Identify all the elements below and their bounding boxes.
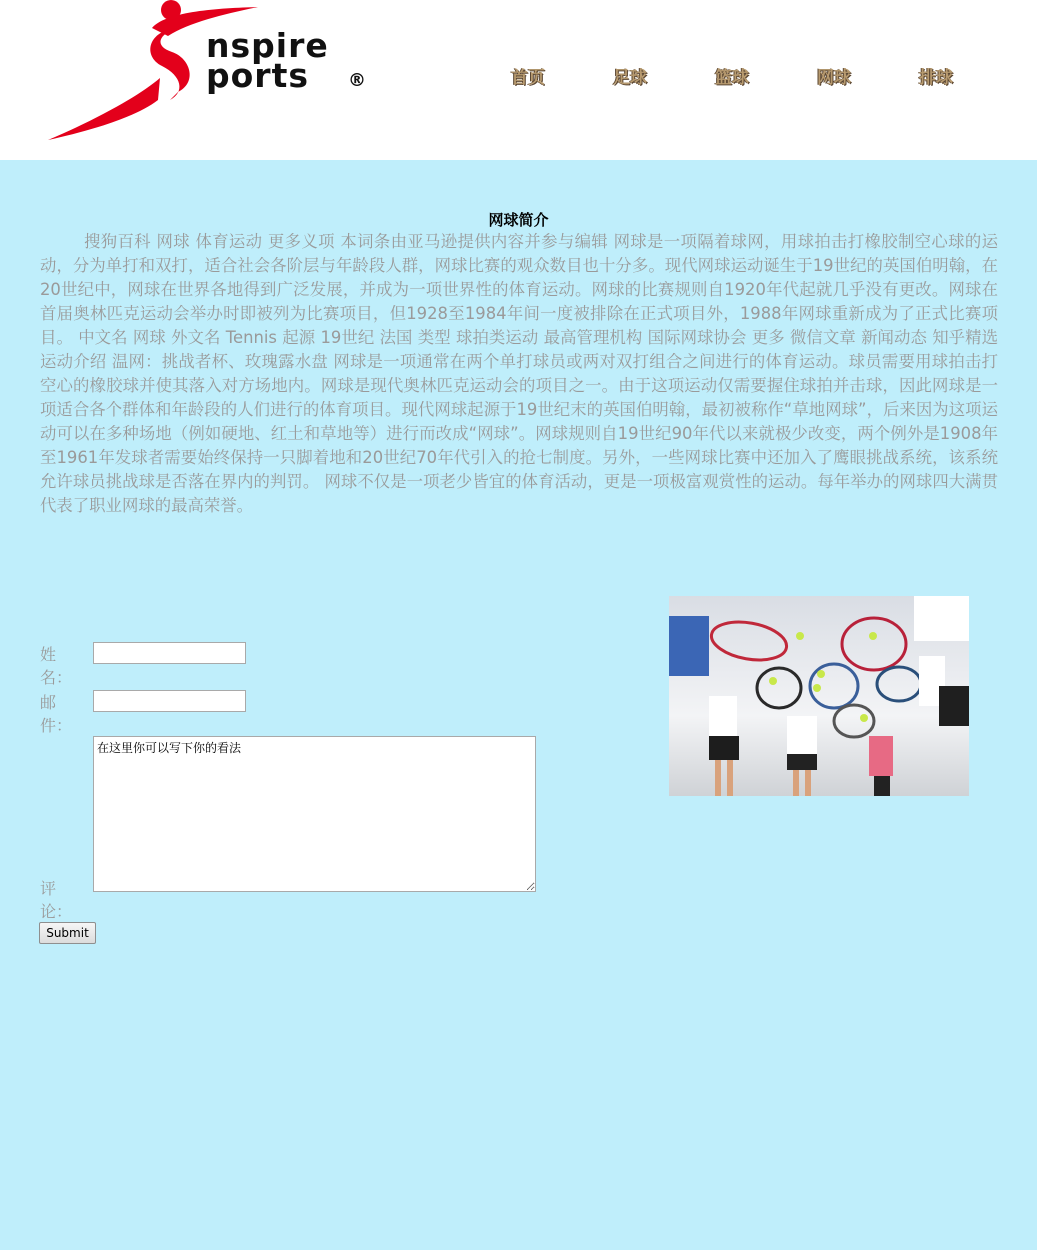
nav-basketball[interactable]: 篮球	[715, 68, 749, 88]
tennis-intro-text: 搜狗百科 网球 体育运动 更多义项 本词条由亚马逊提供内容并参与编辑 网球是一项隔着球网，用球拍击打橡胶制空心球的运动，分为单打和双打，适合社会各阶层与年龄段人群，网球比赛的观众数目也十分多。现代网球运动诞生于19世纪的英国伯明翰，在20世纪中，网球在世界各地得到广泛发展，并成为一项世界性的体育运动。网球的比赛规则自1920年代起就几乎没有更改。网球在首届奥林匹克运动会举办时即被列为比赛项目，但1928至1984年间一度被排除在正式项目外，1988年网球重新成为了正式比赛项目。 中文名 网球 外文名 Tennis 起源 19世纪 法国 类型 球拍类运动 最高管理机构 国际网球协会 更多 微信文章 新闻动态 知乎精选 运动介绍 温网：挑战者杯、玫瑰露水盘 网球是一项通常在两个单打球员或两对双打组合之间进行的体育运动。球员需要用球拍击打空心的橡胶球并使其落入对方场地内。网球是现代奥林匹克运动会的项目之一。由于这项运动仅需要握住球拍并击球，因此网球是一项适合各个群体和年龄段的人们进行的体育项目。现代网球起源于19世纪末的英国伯明翰，最初被称作“草地网球”，后来因为这项运动可以在多种场地（例如硬地、红土和草地等）进行而改成“网球”。网球规则自19世纪90年代以来就极少改变，两个例外是1908年至1961年发球者需要始终保持一只脚着地和20世纪70年代引入的抢七制度。另外，一些网球比赛中还加入了鹰眼挑战系统，该系统允许球员挑战球是否落在界内的判罚。 网球不仅是一项老少皆宜的体育活动，更是一项极富观赏性的运动。每年举办的网球四大满贯代表了职业网球的最高荣誉。	[40, 232, 998, 515]
section-title: 网球简介	[488, 211, 549, 229]
email-label: 邮件：	[40, 693, 73, 735]
nav-volleyball[interactable]: 排球	[919, 68, 953, 88]
submit-button[interactable]: Submit	[39, 922, 96, 944]
nav-football[interactable]: 足球	[613, 68, 647, 88]
site-header	[0, 0, 1037, 160]
nav-tennis[interactable]: 网球	[817, 68, 851, 88]
name-input[interactable]	[93, 642, 246, 664]
name-label: 姓名：	[40, 645, 73, 687]
comment-label: 评论：	[40, 879, 73, 921]
registered-mark: ®	[348, 70, 367, 91]
comment-textarea[interactable]	[93, 736, 536, 892]
tennis-players-photo	[669, 596, 969, 796]
inspire-sports-logo[interactable]	[40, 0, 390, 145]
nav-home[interactable]: 首页	[511, 68, 545, 88]
email-input[interactable]	[93, 690, 246, 712]
logo-text-line2: ports	[206, 56, 309, 95]
logo-text-line1: nspire	[206, 26, 329, 65]
